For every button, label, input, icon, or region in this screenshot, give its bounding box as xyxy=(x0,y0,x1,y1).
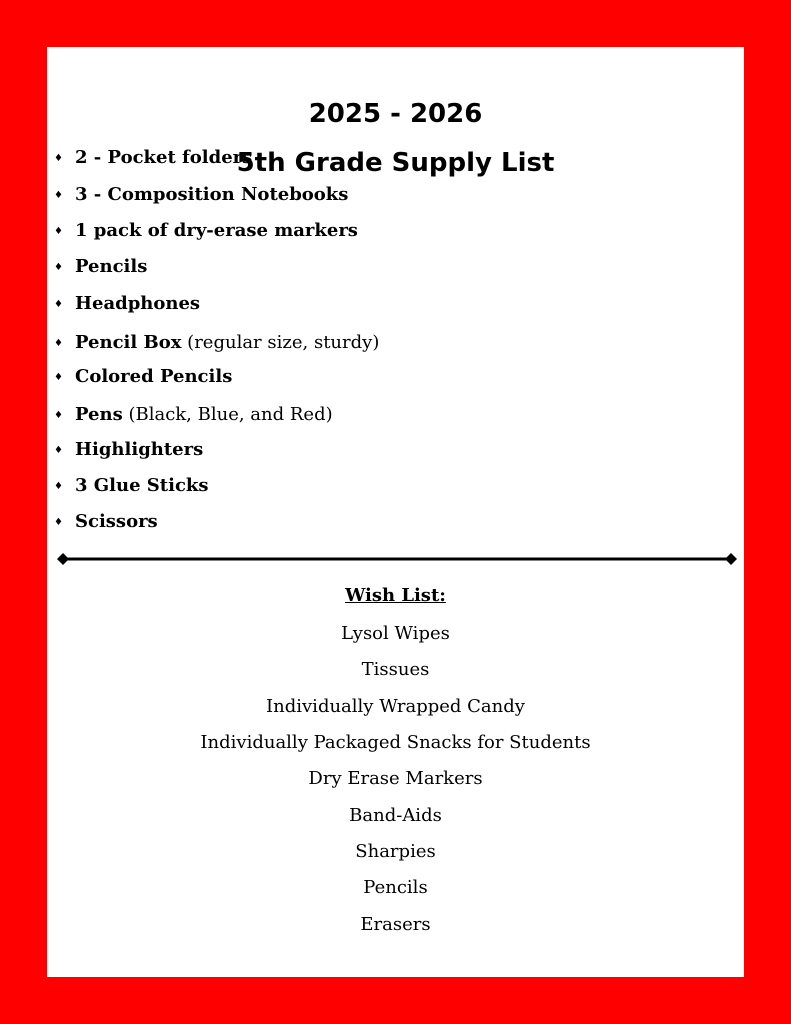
section-divider xyxy=(57,552,737,566)
supply-item-label: Scissors xyxy=(75,511,158,532)
supply-item-note: (Black, Blue, and Red) xyxy=(122,404,333,425)
diamond-bullet-icon: ♦ xyxy=(54,445,63,456)
diamond-bullet-icon: ♦ xyxy=(54,481,63,492)
supply-item xyxy=(47,473,727,499)
supply-item-label: Highlighters xyxy=(75,439,204,460)
diamond-bullet-icon: ♦ xyxy=(54,338,63,349)
supply-item xyxy=(47,218,727,244)
supply-item-label: Pencils xyxy=(75,256,148,277)
supply-item-label: Pens xyxy=(75,404,123,425)
wish-list-item: Pencils xyxy=(363,877,428,898)
supply-item-label: 3 - Composition Notebooks xyxy=(75,184,349,205)
supply-item-note: (regular size, sturdy) xyxy=(181,332,380,353)
diamond-bullet-icon: ♦ xyxy=(54,190,63,201)
wish-list-item: Individually Packaged Snacks for Students xyxy=(200,732,591,753)
wish-list-item: Lysol Wipes xyxy=(341,623,450,644)
supply-item-label: 1 pack of dry-erase markers xyxy=(75,220,358,241)
supply-item xyxy=(47,254,727,280)
supply-item-label: Colored Pencils xyxy=(75,366,233,387)
supply-item xyxy=(47,437,727,463)
wish-list-item: Dry Erase Markers xyxy=(308,768,483,789)
diamond-bullet-icon: ♦ xyxy=(54,262,63,273)
diamond-bullet-icon: ♦ xyxy=(54,153,63,164)
divider-right-diamond-icon xyxy=(725,553,737,565)
wish-list-item: Erasers xyxy=(360,914,431,935)
diamond-bullet-icon: ♦ xyxy=(54,517,63,528)
supply-item xyxy=(47,364,727,390)
divider-left-diamond-icon xyxy=(57,553,69,565)
wish-list-item: Individually Wrapped Candy xyxy=(266,696,525,717)
supply-item xyxy=(47,402,727,428)
wish-list-item: Band-Aids xyxy=(349,805,442,826)
supply-item xyxy=(47,291,727,317)
page-title: 5th Grade Supply List xyxy=(236,148,555,178)
supply-item xyxy=(47,330,727,356)
wish-list-item: Tissues xyxy=(361,659,430,680)
diamond-bullet-icon: ♦ xyxy=(54,299,63,310)
supply-item xyxy=(47,509,727,535)
supply-item-label: Pencil Box xyxy=(75,332,182,353)
wish-list-heading: Wish List: xyxy=(345,585,446,606)
diamond-bullet-icon: ♦ xyxy=(54,226,63,237)
supply-list-page xyxy=(47,47,744,977)
supply-item xyxy=(47,182,727,208)
school-year-title: 2025 - 2026 xyxy=(308,99,483,129)
supply-item-label: 3 Glue Sticks xyxy=(75,475,209,496)
supply-item-label: 2 - Pocket folders xyxy=(75,147,253,168)
diamond-bullet-icon: ♦ xyxy=(54,372,63,383)
supply-item xyxy=(47,145,727,171)
supply-item-label: Headphones xyxy=(75,293,201,314)
diamond-bullet-icon: ♦ xyxy=(54,410,63,421)
wish-list-item: Sharpies xyxy=(355,841,436,862)
